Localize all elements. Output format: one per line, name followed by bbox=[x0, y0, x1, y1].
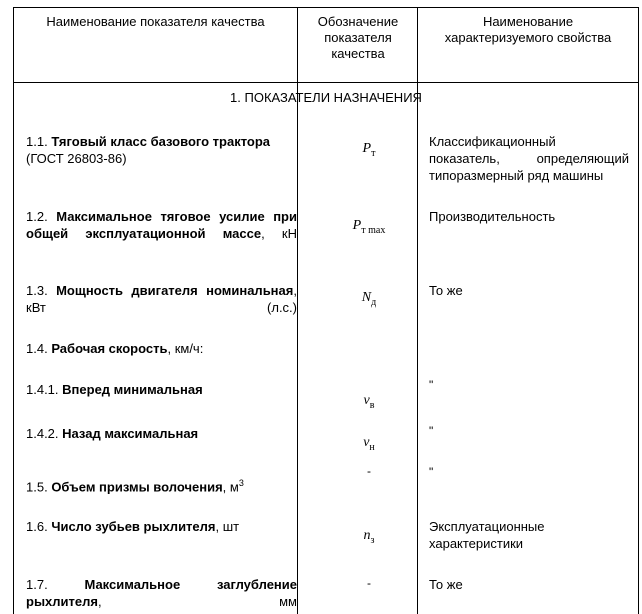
row-1-1-symbol: $P_т$ bbox=[362, 141, 376, 159]
row-1-5-symbol: - bbox=[367, 464, 371, 478]
row-1-5-property: " bbox=[429, 465, 434, 479]
row-1-4-name: 1.4. Рабочая скорость, км/ч: bbox=[26, 341, 204, 356]
row-1-1-name: 1.1. Тяговый класс базового трактора (ГОСТ 26803-86) bbox=[26, 134, 271, 166]
row-1-4-1-property: " bbox=[429, 378, 434, 392]
row-1-6-name: 1.6. Число зубьев рыхлителя, шт bbox=[26, 519, 240, 534]
row-1-3-symbol: $N_д$ bbox=[361, 290, 377, 308]
header-col-symbol: Обозначение показателя качества bbox=[317, 14, 399, 61]
row-1-4-1-symbol: $v_в$ bbox=[363, 393, 375, 411]
row-1-3-property: То же bbox=[429, 283, 463, 298]
quality-indicators-table bbox=[13, 7, 639, 614]
header-divider bbox=[14, 82, 638, 83]
row-1-4-1-name: 1.4.1. Вперед минимальная bbox=[26, 382, 203, 397]
header-col-property: Наименование характеризуемого свойства bbox=[444, 14, 612, 45]
row-1-7-symbol: - bbox=[367, 576, 371, 590]
row-1-6-symbol: $n_з$ bbox=[363, 528, 375, 546]
row-1-6-property: Эксплуатационные характеристики bbox=[429, 519, 545, 551]
section-title: 1. ПОКАЗАТЕЛИ НАЗНАЧЕНИЯ bbox=[230, 90, 422, 105]
row-1-4-2-symbol: $v_н$ bbox=[363, 435, 375, 453]
row-1-4-2-property: " bbox=[429, 424, 434, 438]
header-col-name: Наименование показателя качества bbox=[46, 14, 265, 29]
row-1-7-property: То же bbox=[429, 577, 463, 592]
row-1-7-name: 1.7. Максимальное заглубление рыхлителя, мм bbox=[26, 577, 297, 609]
row-1-2-name: 1.2. Максимальное тяговое усилие при общей эксплуатационной массе, кН bbox=[26, 209, 297, 241]
row-1-1-property: Классификационный показатель, определяющий типоразмерный ряд машины bbox=[429, 134, 629, 183]
row-1-5-name: 1.5. Объем призмы волочения, $м^3$ bbox=[26, 478, 244, 495]
row-1-4-2-name: 1.4.2. Назад максимальная bbox=[26, 426, 199, 441]
row-1-3-name: 1.3. Мощность двигателя номинальная, кВт (л.с.) bbox=[26, 283, 297, 315]
row-1-2-symbol: $P_{т max}$ bbox=[352, 218, 386, 236]
row-1-2-property: Производительность bbox=[429, 209, 556, 224]
